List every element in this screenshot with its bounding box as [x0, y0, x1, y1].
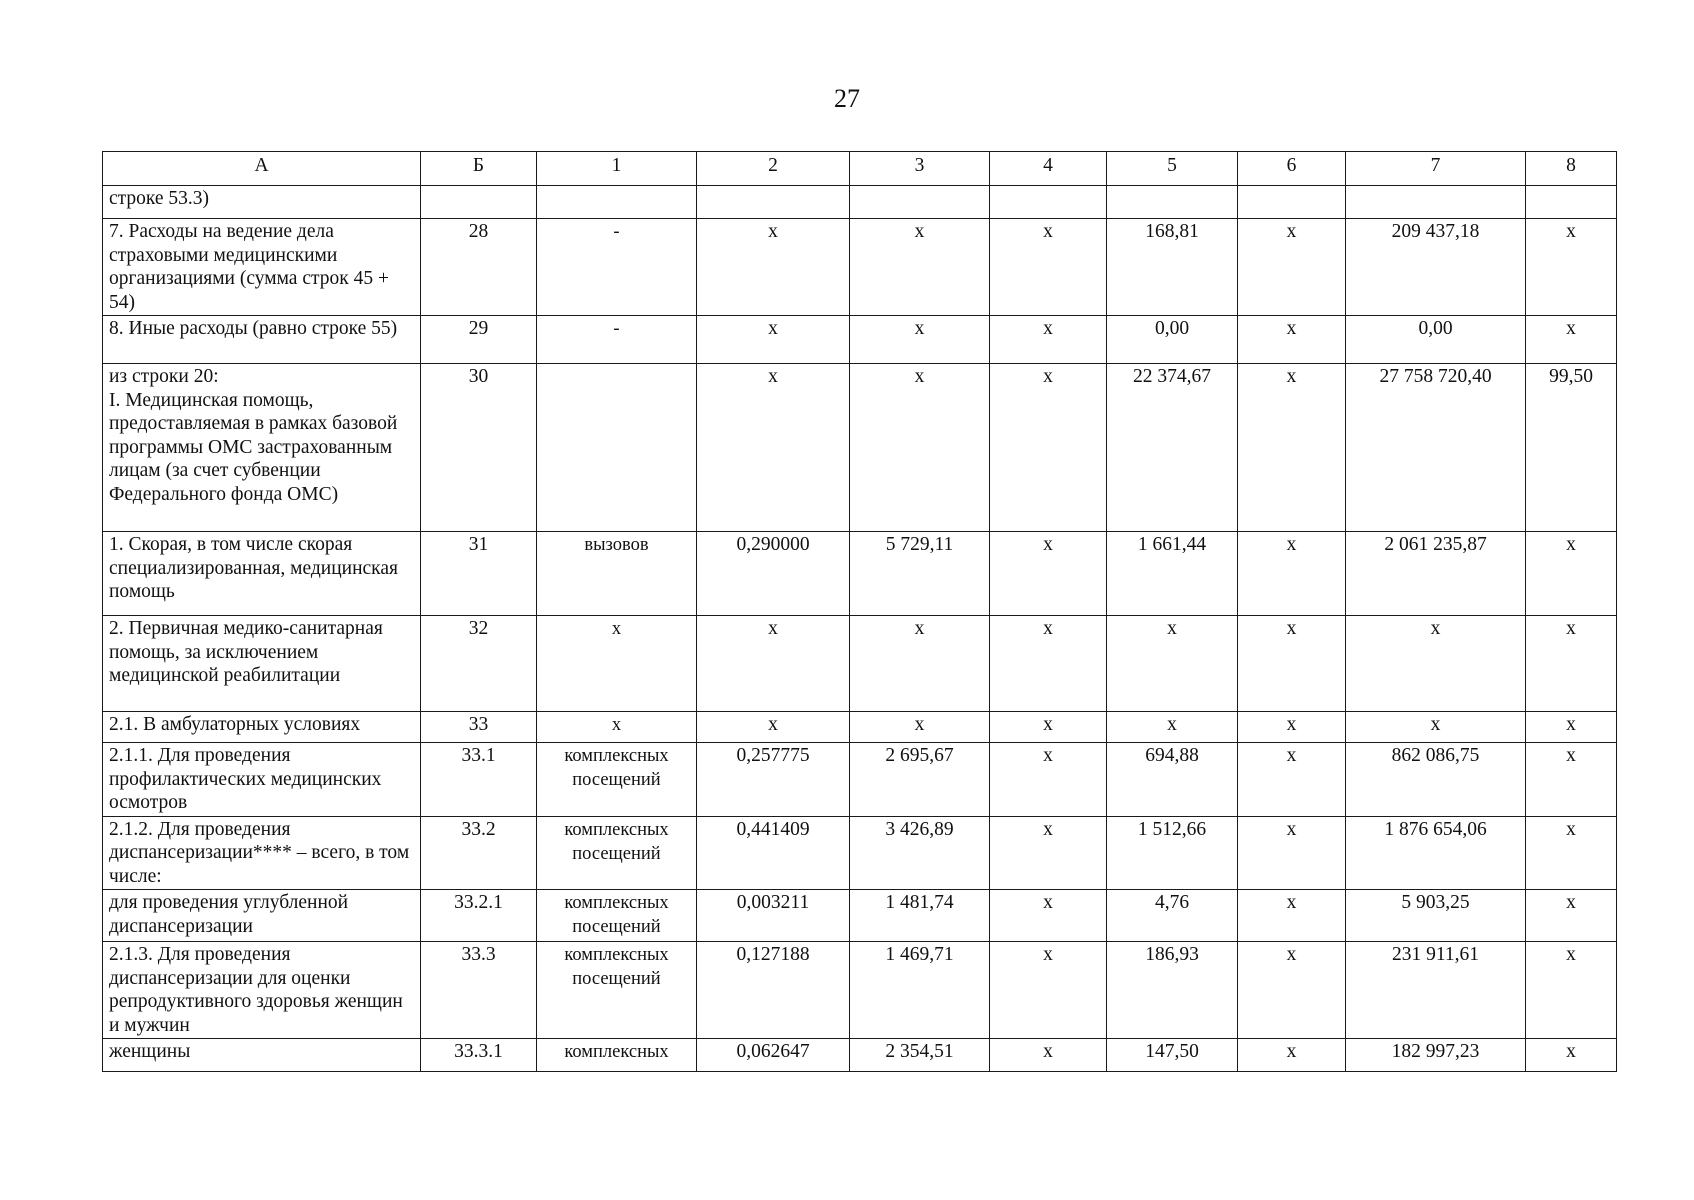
table-row: [103, 816, 1617, 890]
cell-col-b: 33.3: [421, 942, 537, 1039]
cell-col-1: -: [537, 316, 697, 364]
cell-col-4: х: [990, 1039, 1107, 1072]
cell-col-a: для проведения углубленной диспансеризации: [103, 890, 421, 942]
cell-col-1: комплексных посещений: [537, 743, 697, 817]
cell-col-4: х: [990, 316, 1107, 364]
column-header-b: Б: [421, 152, 537, 186]
table-row: [103, 186, 1617, 219]
cell-col-6: х: [1238, 316, 1346, 364]
table-row: [103, 219, 1617, 316]
cell-col-1: -: [537, 219, 697, 316]
cell-col-5: 22 374,67: [1107, 364, 1238, 532]
cell-col-3: 1 469,71: [850, 942, 990, 1039]
cell-col-1: комплексных посещений: [537, 890, 697, 942]
cell-col-8: 99,50: [1526, 364, 1617, 532]
cell-col-3: 2 695,67: [850, 743, 990, 817]
cell-col-2: х: [697, 219, 850, 316]
cell-col-6: х: [1238, 890, 1346, 942]
cell-col-a: женщины: [103, 1039, 421, 1072]
cell-col-7: 1 876 654,06: [1346, 816, 1526, 890]
cell-col-8: х: [1526, 942, 1617, 1039]
column-header-8: 8: [1526, 152, 1617, 186]
cell-col-8: х: [1526, 616, 1617, 712]
cell-col-a: 7. Расходы на ведение дела страховыми медицинскими организациями (сумма строк 45 + 54): [103, 219, 421, 316]
cell-col-8: [1526, 186, 1617, 219]
cell-col-2: 0,441409: [697, 816, 850, 890]
column-header-2: 2: [697, 152, 850, 186]
cell-col-a: 2.1.2. Для проведения диспансеризации**** – всего, в том числе:: [103, 816, 421, 890]
cell-col-3: 5 729,11: [850, 532, 990, 616]
table-row: [103, 1039, 1617, 1072]
cell-col-2: 0,257775: [697, 743, 850, 817]
cell-col-b: 33.1: [421, 743, 537, 817]
cell-col-8: х: [1526, 816, 1617, 890]
cell-col-b: 32: [421, 616, 537, 712]
column-header-6: 6: [1238, 152, 1346, 186]
cell-col-7: 862 086,75: [1346, 743, 1526, 817]
cell-col-5: 694,88: [1107, 743, 1238, 817]
table-row: [103, 616, 1617, 712]
cell-col-4: х: [990, 616, 1107, 712]
cell-col-2: х: [697, 364, 850, 532]
cell-col-7: 182 997,23: [1346, 1039, 1526, 1072]
cell-col-8: х: [1526, 316, 1617, 364]
cell-col-5: 168,81: [1107, 219, 1238, 316]
cell-col-b: 33.3.1: [421, 1039, 537, 1072]
table-row: [103, 532, 1617, 616]
cell-col-b: 28: [421, 219, 537, 316]
cell-col-4: х: [990, 743, 1107, 817]
table-body: [103, 186, 1617, 1072]
cell-col-3: х: [850, 219, 990, 316]
cell-col-b: 33: [421, 712, 537, 743]
cell-col-5: 147,50: [1107, 1039, 1238, 1072]
cell-col-b: 30: [421, 364, 537, 532]
cell-col-2: 0,062647: [697, 1039, 850, 1072]
cell-col-4: х: [990, 890, 1107, 942]
cell-col-7: 0,00: [1346, 316, 1526, 364]
cell-col-7: 27 758 720,40: [1346, 364, 1526, 532]
cell-col-1: вызовов: [537, 532, 697, 616]
cell-col-4: х: [990, 712, 1107, 743]
cell-col-8: х: [1526, 712, 1617, 743]
cell-col-2: [697, 186, 850, 219]
cell-col-5: 1 512,66: [1107, 816, 1238, 890]
cell-col-3: х: [850, 712, 990, 743]
cell-col-8: х: [1526, 743, 1617, 817]
cell-col-5: х: [1107, 712, 1238, 743]
cell-col-a: строке 53.3): [103, 186, 421, 219]
cell-col-b: 31: [421, 532, 537, 616]
cell-col-7: 231 911,61: [1346, 942, 1526, 1039]
cell-col-8: х: [1526, 1039, 1617, 1072]
cell-col-3: 2 354,51: [850, 1039, 990, 1072]
cell-col-2: 0,127188: [697, 942, 850, 1039]
column-header-5: 5: [1107, 152, 1238, 186]
cell-col-1: комплексных посещений: [537, 816, 697, 890]
page-number: 27: [834, 84, 860, 113]
cell-col-2: х: [697, 712, 850, 743]
cell-col-4: [990, 186, 1107, 219]
cell-col-6: х: [1238, 816, 1346, 890]
cell-col-1: [537, 186, 697, 219]
cell-col-8: х: [1526, 890, 1617, 942]
cell-col-3: х: [850, 364, 990, 532]
cell-col-1: комплексных: [537, 1039, 697, 1072]
cell-col-4: х: [990, 532, 1107, 616]
cell-col-7: 5 903,25: [1346, 890, 1526, 942]
cell-col-4: х: [990, 942, 1107, 1039]
column-header-a: А: [103, 152, 421, 186]
cell-col-4: х: [990, 364, 1107, 532]
column-header-3: 3: [850, 152, 990, 186]
cell-col-5: 186,93: [1107, 942, 1238, 1039]
cell-col-2: 0,290000: [697, 532, 850, 616]
cell-col-8: х: [1526, 219, 1617, 316]
header-row: [103, 152, 1617, 186]
table-row: [103, 316, 1617, 364]
cell-col-4: х: [990, 219, 1107, 316]
cell-col-a: 1. Скорая, в том числе скорая специализированная, медицинская помощь: [103, 532, 421, 616]
column-header-7: 7: [1346, 152, 1526, 186]
cell-col-5: [1107, 186, 1238, 219]
table-row: [103, 942, 1617, 1039]
table-row: [103, 890, 1617, 942]
cell-col-3: 1 481,74: [850, 890, 990, 942]
cell-col-a: 8. Иные расходы (равно строке 55): [103, 316, 421, 364]
cell-col-6: х: [1238, 219, 1346, 316]
cell-col-2: х: [697, 616, 850, 712]
cell-col-6: х: [1238, 942, 1346, 1039]
cell-col-a: 2.1. В амбулаторных условиях: [103, 712, 421, 743]
column-header-4: 4: [990, 152, 1107, 186]
cell-col-6: х: [1238, 364, 1346, 532]
cell-col-7: 2 061 235,87: [1346, 532, 1526, 616]
cell-col-1: х: [537, 712, 697, 743]
cell-col-b: [421, 186, 537, 219]
cell-col-7: х: [1346, 712, 1526, 743]
cell-col-4: х: [990, 816, 1107, 890]
cell-col-1: х: [537, 616, 697, 712]
cell-col-7: х: [1346, 616, 1526, 712]
cell-col-6: х: [1238, 743, 1346, 817]
cell-col-b: 29: [421, 316, 537, 364]
cell-col-6: х: [1238, 616, 1346, 712]
cell-col-2: 0,003211: [697, 890, 850, 942]
cell-col-6: х: [1238, 712, 1346, 743]
report-table: [102, 151, 1617, 1072]
cell-col-1: комплексных посещений: [537, 942, 697, 1039]
table-row: [103, 743, 1617, 817]
cell-col-a: 2.1.3. Для проведения диспансеризации для оценки репродуктивного здоровья женщин и мужчин: [103, 942, 421, 1039]
cell-col-5: х: [1107, 616, 1238, 712]
cell-col-3: х: [850, 316, 990, 364]
cell-col-5: 0,00: [1107, 316, 1238, 364]
cell-col-5: 1 661,44: [1107, 532, 1238, 616]
cell-col-3: [850, 186, 990, 219]
cell-col-b: 33.2.1: [421, 890, 537, 942]
cell-col-a: 2.1.1. Для проведения профилактических медицинских осмотров: [103, 743, 421, 817]
cell-col-3: х: [850, 616, 990, 712]
cell-col-a: из строки 20: I. Медицинская помощь, предоставляемая в рамках базовой программы ОМС застрахованным лицам (за счет субвенции Федерального фонда ОМС): [103, 364, 421, 532]
cell-col-6: х: [1238, 1039, 1346, 1072]
cell-col-a: 2. Первичная медико-санитарная помощь, за исключением медицинской реабилитации: [103, 616, 421, 712]
cell-col-6: х: [1238, 532, 1346, 616]
column-header-1: 1: [537, 152, 697, 186]
table-row: [103, 364, 1617, 532]
table-row: [103, 712, 1617, 743]
cell-col-5: 4,76: [1107, 890, 1238, 942]
cell-col-7: 209 437,18: [1346, 219, 1526, 316]
cell-col-b: 33.2: [421, 816, 537, 890]
cell-col-2: х: [697, 316, 850, 364]
cell-col-3: 3 426,89: [850, 816, 990, 890]
cell-col-8: х: [1526, 532, 1617, 616]
cell-col-1: [537, 364, 697, 532]
cell-col-6: [1238, 186, 1346, 219]
cell-col-7: [1346, 186, 1526, 219]
